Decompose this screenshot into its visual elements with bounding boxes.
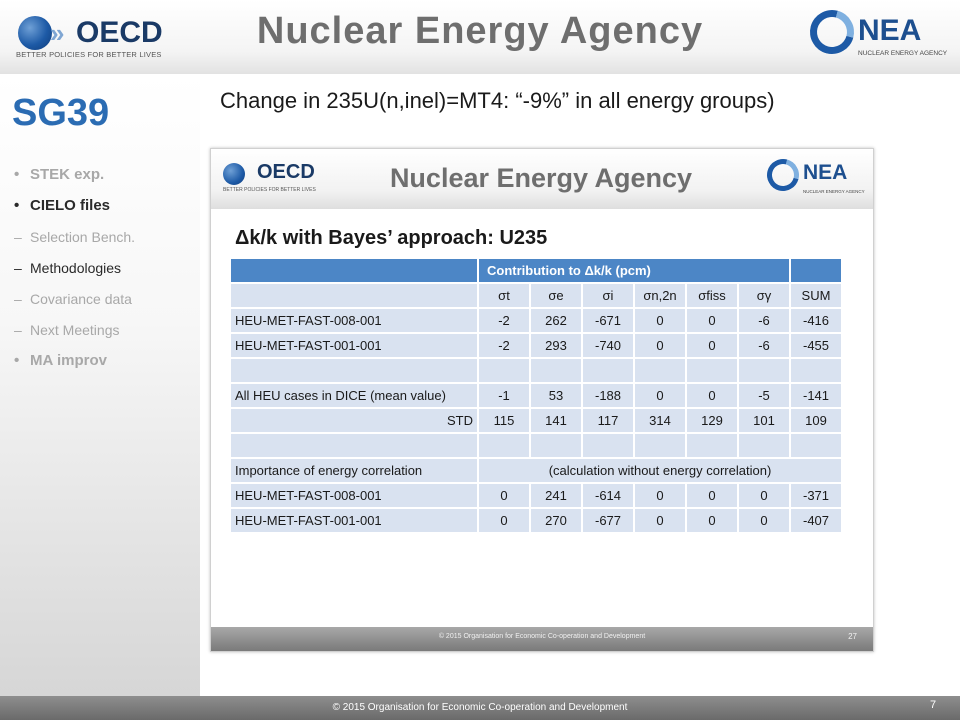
chevron-icon: »: [50, 18, 59, 48]
table-cell: [687, 359, 737, 382]
sidebar-item-cielo: [14, 197, 200, 228]
embedded-page-number: 27: [848, 632, 857, 641]
table-cell: 0: [635, 309, 685, 332]
table-cell: [791, 434, 841, 457]
table-cell: -141: [791, 384, 841, 407]
row-label: HEU-MET-FAST-008-001: [231, 309, 477, 332]
sidebar-title: SG39: [12, 92, 110, 134]
table-cell: 115: [479, 409, 529, 432]
nea-ring-icon: [761, 153, 805, 197]
table-cell: 0: [739, 484, 789, 507]
table-cell: [739, 359, 789, 382]
table-cell: 0: [635, 484, 685, 507]
page-number: 7: [930, 699, 937, 711]
nea-wordmark: NEA: [858, 14, 922, 47]
slide-footer: [0, 696, 960, 720]
page-title: Change in 235U(n,inel)=MT4: “-9%” in all energy groups): [220, 88, 775, 113]
table-cell: -614: [583, 484, 633, 507]
sidebar-item-stek: [14, 166, 200, 197]
column-header: σγ: [739, 284, 789, 307]
sidebar-item-label: Covariance data: [30, 291, 132, 307]
table-cell: [231, 434, 477, 457]
oecd-logo: [14, 12, 164, 62]
column-header: SUM: [791, 284, 841, 307]
table-row: [231, 309, 841, 332]
sidebar-nav: [14, 166, 200, 383]
dash-marker: –: [14, 322, 22, 338]
embedded-footer-copyright: © 2015 Organisation for Economic Co-operation and Development: [438, 633, 646, 640]
sidebar: [0, 74, 200, 696]
nea-logo: [808, 10, 953, 66]
table-cell: 0: [635, 334, 685, 357]
oecd-wordmark: OECD: [76, 16, 163, 49]
group-header: Contribution to Δk/k (pcm): [479, 259, 789, 282]
table-cell: [479, 434, 529, 457]
table-cell: 0: [687, 309, 737, 332]
table-row: [231, 509, 841, 532]
table-cell: 0: [635, 509, 685, 532]
table-cell: -677: [583, 509, 633, 532]
table-cell: 0: [687, 384, 737, 407]
sidebar-item-label: CIELO files: [30, 197, 111, 214]
sidebar-item-ma-improv: [14, 352, 200, 383]
table-cell: [479, 359, 529, 382]
sidebar-item-label: Next Meetings: [30, 322, 120, 338]
table-row: [231, 334, 841, 357]
sidebar-item-label: Methodologies: [30, 260, 122, 276]
table-row: [231, 409, 841, 432]
column-header: σn,2n: [635, 284, 685, 307]
header-title: Nuclear Energy Agency: [256, 10, 704, 52]
row-label: STD: [231, 409, 477, 432]
table-cell: 0: [479, 484, 529, 507]
table-note-cell: (calculation without energy correlation): [479, 459, 841, 482]
table-cell: -416: [791, 309, 841, 332]
table-cell: 0: [635, 384, 685, 407]
table-cell: -371: [791, 484, 841, 507]
embedded-oecd-tagline: BETTER POLICIES FOR BETTER LIVES: [223, 187, 316, 193]
table-cell: [531, 359, 581, 382]
table-cell: -455: [791, 334, 841, 357]
embedded-nea-subtitle: NUCLEAR ENERGY AGENCY: [803, 189, 865, 194]
embedded-oecd-wordmark: OECD: [257, 161, 315, 183]
sidebar-item-covariance: [14, 290, 200, 321]
column-header: σi: [583, 284, 633, 307]
table-cell: -6: [739, 334, 789, 357]
table-cell: 314: [635, 409, 685, 432]
table-cell: 129: [687, 409, 737, 432]
table-spacer-row: [231, 359, 841, 382]
table-cell: 270: [531, 509, 581, 532]
row-label: HEU-MET-FAST-008-001: [231, 484, 477, 507]
nea-subtitle: NUCLEAR ENERGY AGENCY: [858, 50, 948, 57]
table-cell: -5: [739, 384, 789, 407]
table-cell: 241: [531, 484, 581, 507]
dash-marker: –: [14, 260, 22, 276]
table-cell: [583, 434, 633, 457]
embedded-slide: [210, 148, 874, 652]
globe-icon: [18, 16, 52, 50]
globe-icon: [223, 163, 245, 185]
table-cell: [635, 359, 685, 382]
table-cell: -188: [583, 384, 633, 407]
dash-marker: –: [14, 229, 22, 245]
table-cell: -2: [479, 309, 529, 332]
column-header: σe: [531, 284, 581, 307]
table-cell: -2: [479, 334, 529, 357]
table-cell: 0: [687, 509, 737, 532]
table-cell: [531, 434, 581, 457]
embedded-nea-wordmark: NEA: [803, 161, 848, 184]
table-cell: 141: [531, 409, 581, 432]
column-header: σfiss: [687, 284, 737, 307]
row-label: All HEU cases in DICE (mean value): [231, 384, 477, 407]
oecd-tagline: BETTER POLICIES FOR BETTER LIVES: [16, 50, 162, 59]
embedded-header-title: Nuclear Energy Agency: [389, 163, 693, 193]
table-cell: [635, 434, 685, 457]
table-corner-cell: [791, 259, 841, 282]
table-cell: [739, 434, 789, 457]
table-cell: 53: [531, 384, 581, 407]
nea-ring-icon: [802, 2, 862, 62]
table-cell: 117: [583, 409, 633, 432]
table-cell: [791, 359, 841, 382]
table-corner-cell: [231, 259, 477, 282]
sidebar-item-label: MA improv: [30, 352, 107, 369]
footer-copyright: © 2015 Organisation for Economic Co-operation and Development: [332, 702, 628, 713]
sidebar-item-methodologies: [14, 259, 200, 290]
table-cell: 0: [479, 509, 529, 532]
table-cell: -1: [479, 384, 529, 407]
dash-marker: –: [14, 291, 22, 307]
sidebar-item-selection: [14, 228, 200, 259]
table-row: [231, 484, 841, 507]
table-row: [231, 459, 841, 482]
bullet-marker: •: [14, 197, 20, 214]
table-spacer-row: [231, 434, 841, 457]
table-cell: -671: [583, 309, 633, 332]
table-cell: 0: [687, 484, 737, 507]
slide-header: [0, 0, 960, 74]
table-cell: 262: [531, 309, 581, 332]
bullet-marker: •: [14, 352, 20, 369]
table-cell: -740: [583, 334, 633, 357]
table-cell: [687, 434, 737, 457]
embedded-slide-header: [211, 149, 873, 209]
embedded-slide-footer: [211, 627, 873, 651]
table-cell: 101: [739, 409, 789, 432]
bullet-marker: •: [14, 166, 20, 183]
table-cell: 109: [791, 409, 841, 432]
row-label: HEU-MET-FAST-001-001: [231, 334, 477, 357]
sidebar-item-label: STEK exp.: [30, 166, 105, 183]
row-label: HEU-MET-FAST-001-001: [231, 509, 477, 532]
row-label: Importance of energy correlation: [231, 459, 477, 482]
table-cell: [231, 284, 477, 307]
table-row: [231, 384, 841, 407]
table-cell: [231, 359, 477, 382]
embedded-subtitle: Δk/k with Bayes’ approach: U235: [235, 227, 548, 249]
table-cell: 0: [687, 334, 737, 357]
sidebar-item-label: Selection Bench.: [30, 229, 136, 245]
table-cell: 0: [739, 509, 789, 532]
sidebar-item-meetings: [14, 321, 200, 352]
table-header-row: [231, 259, 841, 282]
table-cell: [583, 359, 633, 382]
column-header: σt: [479, 284, 529, 307]
table-column-row: [231, 284, 841, 307]
table-cell: -6: [739, 309, 789, 332]
table-cell: 293: [531, 334, 581, 357]
contribution-table: [229, 257, 843, 534]
table-cell: -407: [791, 509, 841, 532]
